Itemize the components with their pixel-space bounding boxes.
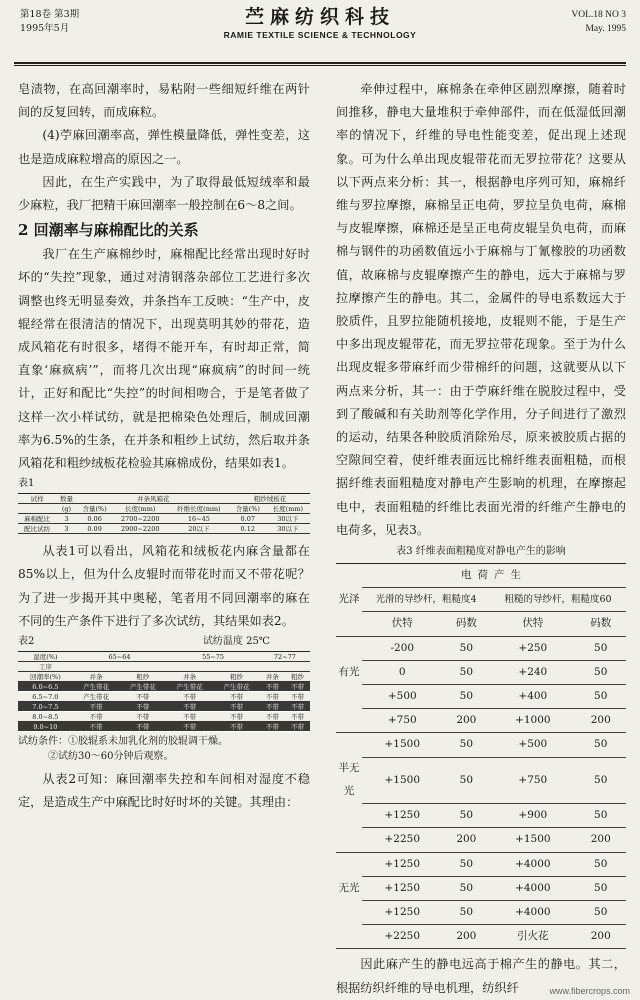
table1-caption: 表1 bbox=[18, 478, 35, 490]
table-cell: 不带 bbox=[260, 702, 285, 712]
table-cell: 2900~2200 bbox=[113, 524, 168, 534]
table-cell: 不带 bbox=[213, 712, 260, 722]
table-row bbox=[18, 722, 310, 732]
paragraph: 从表2可知：麻回潮率失控和车间相对湿度不稳定，是造成生产中麻配比时好时坏的关键。其理由： bbox=[18, 772, 310, 810]
table-cell: 200 bbox=[575, 925, 626, 949]
table-cell: 光泽 bbox=[338, 593, 360, 606]
table-cell: 纤维长度(mm) bbox=[168, 504, 230, 514]
table-cell: 产生带花 bbox=[73, 692, 120, 702]
journal-title-en: RAMIE TEXTILE SCIENCE & TECHNOLOGY bbox=[223, 30, 417, 40]
left-column bbox=[18, 78, 310, 814]
table-cell: 不带 bbox=[260, 712, 285, 722]
table-cell: 伏特 bbox=[490, 612, 575, 636]
table-cell: 伏特 bbox=[362, 612, 443, 636]
table-cell: +4000 bbox=[490, 876, 575, 900]
table-cell: 麻棉配比 bbox=[18, 514, 56, 524]
table-cell: 0 bbox=[362, 660, 443, 684]
table-cell: +1250 bbox=[362, 900, 443, 924]
table-group-label: 无光 bbox=[338, 881, 360, 894]
paragraph: 从表1可以看出，风箱花和绒板花内麻含量都在85%以上，但为什么皮辊时而带花时而又不带花呢？为了进一步揭开其中奥秘，笔者用不同回潮率的麻在不同的生产条件下进行了多次试纺，其结果如表2。 bbox=[18, 544, 310, 628]
table-2 bbox=[18, 651, 310, 732]
table-row bbox=[336, 804, 626, 828]
table-cell: 50 bbox=[575, 900, 626, 924]
table-cell: 产生带花 bbox=[213, 682, 260, 692]
table-group-label bbox=[336, 900, 362, 924]
paragraph: 因此，在生产实践中，为了取得最低短绒率和最少麻粒，我厂把精干麻回潮率一般控制在6～8之间。 bbox=[18, 174, 310, 213]
table-cell: 粗纱 bbox=[213, 672, 260, 682]
table2-note-2: ②试纺30～60分钟后观察。 bbox=[48, 751, 174, 763]
table-group-label bbox=[336, 636, 362, 660]
table-cell: 50 bbox=[443, 852, 491, 876]
table-cell: 3 bbox=[56, 514, 76, 524]
table-row bbox=[336, 900, 626, 924]
table-cell: +1250 bbox=[362, 876, 443, 900]
table-cell: 2700~2200 bbox=[113, 514, 168, 524]
table2-caption: 表2 bbox=[18, 636, 35, 648]
table-cell: +4000 bbox=[490, 900, 575, 924]
table-cell: 0.07 bbox=[230, 514, 266, 524]
paragraph: (4)苧麻回潮率高，弹性模量降低，弹性变差，这也是造成麻粒增高的原因之一。 bbox=[18, 128, 310, 166]
table-cell: 50 bbox=[443, 733, 491, 757]
table-cell: 65~64 bbox=[73, 652, 167, 662]
table-row bbox=[336, 828, 626, 852]
table-cell: 不带 bbox=[260, 722, 285, 732]
table-cell: +2250 bbox=[362, 828, 443, 852]
table-cell: 不带 bbox=[285, 692, 310, 702]
table-row bbox=[18, 682, 310, 692]
table-row bbox=[336, 925, 626, 949]
table-cell: 不带 bbox=[260, 682, 285, 692]
table-cell: 不带 bbox=[213, 722, 260, 732]
table-cell: +750 bbox=[490, 757, 575, 803]
watermark: www.fibercrops.com bbox=[549, 986, 630, 996]
table-cell: 长度(mm) bbox=[113, 504, 168, 514]
table-cell: +4000 bbox=[490, 852, 575, 876]
table-row bbox=[18, 702, 310, 712]
header-center bbox=[150, 6, 490, 42]
table-cell: 不带 bbox=[260, 692, 285, 702]
table3-caption: 表3 纤维表面粗糙度对静电产生的影响 bbox=[396, 546, 566, 558]
table-group-label bbox=[336, 685, 362, 709]
table-row bbox=[336, 733, 626, 757]
table-cell: 不带 bbox=[285, 702, 310, 712]
table-cell: 200 bbox=[443, 925, 491, 949]
table-cell: 50 bbox=[575, 733, 626, 757]
header-left bbox=[20, 8, 79, 36]
table-row bbox=[18, 692, 310, 702]
table-cell: 55~75 bbox=[166, 652, 260, 662]
table-cell: 不带 bbox=[120, 692, 167, 702]
table-cell: 并条风箱花 bbox=[77, 494, 230, 504]
table-cell: 50 bbox=[575, 636, 626, 660]
table-cell: 200 bbox=[575, 828, 626, 852]
table-cell: 不带 bbox=[213, 692, 260, 702]
table-cell: 码数 bbox=[575, 612, 626, 636]
table-cell: 光滑的导纱杆，粗糙度4 bbox=[362, 588, 490, 612]
table-cell: +1500 bbox=[362, 733, 443, 757]
paragraph: 牵伸过程中，麻棉条在牵伸区剧烈摩擦，随着时间推移，静电大量堆积于牵伸部件，而在低湿低回潮率的情况下，纤维的导电性能变差，促出现上述现象。可为什么单出现皮辊带花而无罗拉带花？这要从以下两点来分析：其一，根据静电序列可知，麻棉纤维与罗拉摩擦，麻棉呈正电荷，罗拉呈负电荷，麻棉与皮辊摩擦，麻棉还是呈正电荷皮辊呈负电荷，而麻棉与钢件的功函数值远小于麻棉与丁氰橡胶的功函数值，故麻棉与皮辊摩擦产生的静电，远大于麻棉与罗拉摩擦产生的静电。其二，金属件的导电系数远大于胶质件，且罗拉能随机接地，皮辊则不能，于是生产中多出现皮辊带花，而无罗拉带花现象。至于为什么出现皮辊多带麻纤而少带棉纤的问题，这就要从以下两点来分析，其一：由于苧麻纤维在脱胶过程中，受到了酸碱和有关助剂等化学作用，分子间进行了激烈的运动，结果各种胶质消除殆尽，原来被胶质占据的空隙间空着，使纤维表面远比棉纤维表面粗糙，而根据纤维表面粗糙度对静电产生影响的机理，在摩擦起电中，表面粗糙的纤维比表面光滑的纤维产生静电的电荷多，见表3。 bbox=[336, 82, 626, 537]
table-cell bbox=[18, 504, 56, 514]
date-cn: 1995年5月 bbox=[20, 23, 70, 34]
table-cell: 30以下 bbox=[266, 514, 310, 524]
table-cell: -200 bbox=[362, 636, 443, 660]
table-cell: 不带 bbox=[285, 712, 310, 722]
table-cell: 不带 bbox=[166, 702, 213, 712]
table-cell: 不带 bbox=[285, 682, 310, 692]
table-cell: 50 bbox=[443, 660, 491, 684]
table-cell: 产生带花 bbox=[120, 682, 167, 692]
table-cell bbox=[336, 612, 362, 636]
table-cell: 并条 bbox=[260, 672, 285, 682]
table-row bbox=[336, 660, 626, 684]
table-cell: 50 bbox=[575, 804, 626, 828]
table-1 bbox=[18, 493, 310, 534]
table-row bbox=[336, 685, 626, 709]
table-cell: 50 bbox=[575, 685, 626, 709]
table-cell: 6.0~6.5 bbox=[18, 682, 73, 692]
table-cell: 30以下 bbox=[266, 524, 310, 534]
volume-cn: 第18卷 第3期 bbox=[20, 9, 80, 20]
table-cell: 不带 bbox=[73, 712, 120, 722]
table-cell: 不带 bbox=[166, 722, 213, 732]
table-cell: 并条 bbox=[73, 672, 120, 682]
table-cell: 0.06 bbox=[77, 514, 113, 524]
table-cell: 50 bbox=[443, 876, 491, 900]
table-row bbox=[336, 757, 626, 803]
table-row bbox=[336, 852, 626, 876]
table-cell: 50 bbox=[575, 757, 626, 803]
table-cell: 50 bbox=[443, 900, 491, 924]
date-en: May. 1995 bbox=[585, 24, 626, 34]
table-cell: 50 bbox=[443, 636, 491, 660]
table-cell: 200 bbox=[443, 828, 491, 852]
table-cell: +750 bbox=[362, 709, 443, 733]
table-cell: 粗纱绒板花 bbox=[230, 494, 310, 504]
header-rule bbox=[14, 62, 626, 64]
header-rule-thin bbox=[14, 65, 626, 66]
table-cell: 不带 bbox=[120, 712, 167, 722]
table-cell: 数量 bbox=[56, 494, 76, 504]
section-heading: 2 回潮率与麻棉配比的关系 bbox=[18, 221, 199, 240]
table-cell: +900 bbox=[490, 804, 575, 828]
table-cell: 不带 bbox=[73, 702, 120, 712]
table-cell: +250 bbox=[490, 636, 575, 660]
table-cell: 含量(%) bbox=[230, 504, 266, 514]
table-cell: +1250 bbox=[362, 804, 443, 828]
table-cell: 7.0~7.5 bbox=[18, 702, 73, 712]
table-row bbox=[336, 876, 626, 900]
table-cell: 不带 bbox=[73, 722, 120, 732]
table-group-label bbox=[336, 925, 362, 949]
table-cell: 不带 bbox=[120, 722, 167, 732]
paragraph: 我厂在生产麻棉纱时，麻棉配比经常出现时好时坏的“失控”现象，通过对清钢落杂部位工艺进行多次调整也终无明显奏效，并条挡车工反映：“生产中，皮辊经常在很清洁的情况下，出现莫明其妙的带花，造成风箱花有时很多，堵得不能开车，有时却正常，简直象‘麻疯病’”，而将几次出现“麻疯病”的时间一统计，正好和配比“失控”的时间相吻合，于是笔者做了这样一次小样试纺，就是把棉染色处理后，制成回潮率为6.5%的生条，在并条和粗纱上试纺，然后取并条风箱花和粗纱绒板花检验其麻棉成份，结果如表1。 bbox=[18, 247, 310, 471]
table-cell: 50 bbox=[443, 804, 491, 828]
table-cell: +240 bbox=[490, 660, 575, 684]
table-group-label bbox=[336, 852, 362, 876]
table-cell: 16~45 bbox=[168, 514, 230, 524]
table-3 bbox=[336, 563, 626, 949]
table-cell: 0.09 bbox=[77, 524, 113, 534]
table-cell: 粗糙的导纱杆，粗糙度60 bbox=[490, 588, 626, 612]
table-cell: 0.12 bbox=[230, 524, 266, 534]
table-cell: 不带 bbox=[285, 722, 310, 732]
table-cell: +2250 bbox=[362, 925, 443, 949]
table-cell: +500 bbox=[362, 685, 443, 709]
table-cell: 200 bbox=[443, 709, 491, 733]
table-cell bbox=[336, 564, 362, 588]
table-group-label: 半无光 bbox=[338, 762, 360, 798]
table2-caption-row bbox=[18, 635, 310, 649]
journal-title-cn: 苎麻纺织科技 bbox=[244, 6, 395, 28]
table-cell: 回潮率(%) bbox=[18, 672, 73, 682]
table-cell: 不带 bbox=[213, 702, 260, 712]
table-cell: +500 bbox=[490, 733, 575, 757]
volume-en: VOL.18 NO 3 bbox=[571, 10, 626, 20]
table-cell: 粗纱 bbox=[120, 672, 167, 682]
table-cell: 并条 bbox=[166, 672, 213, 682]
header-right bbox=[571, 8, 626, 36]
table-cell: (g) bbox=[56, 504, 76, 514]
table-row bbox=[18, 524, 310, 534]
table-cell: 不带 bbox=[120, 702, 167, 712]
table-cell: 20以下 bbox=[168, 524, 230, 534]
right-column bbox=[336, 78, 626, 1000]
table-cell: 200 bbox=[575, 709, 626, 733]
table-cell: +400 bbox=[490, 685, 575, 709]
table-cell: 产生带花 bbox=[166, 682, 213, 692]
table-cell: +1500 bbox=[362, 757, 443, 803]
table-cell: 电荷产生 bbox=[362, 564, 626, 588]
table2-note-1: 试纺条件：①胶辊系未加乳化剂的胶辊调干燥。 bbox=[18, 736, 228, 748]
table-cell: 试样 bbox=[18, 494, 56, 504]
table-row bbox=[336, 636, 626, 660]
table-cell: 50 bbox=[575, 876, 626, 900]
table-cell: 产生带花 bbox=[73, 682, 120, 692]
table-cell: 8.0~8.5 bbox=[18, 712, 73, 722]
table-cell: 含量(%) bbox=[77, 504, 113, 514]
table-cell: 9.0~10 bbox=[18, 722, 73, 732]
table-cell: 50 bbox=[443, 757, 491, 803]
table-row bbox=[336, 709, 626, 733]
table-cell: 不带 bbox=[166, 692, 213, 702]
table-cell: 粗纱 bbox=[285, 672, 310, 682]
table-cell: +1250 bbox=[362, 852, 443, 876]
table-cell: 50 bbox=[575, 660, 626, 684]
table-row bbox=[18, 514, 310, 524]
table-cell: 码数 bbox=[443, 612, 491, 636]
table-cell: 50 bbox=[575, 852, 626, 876]
table-cell: 引火花 bbox=[490, 925, 575, 949]
table-group-label: 有光 bbox=[338, 665, 360, 678]
paragraph: 因此麻产生的静电远高于棉产生的静电。其二，根据纺织纤维的导电机理，纺织纤 bbox=[336, 957, 626, 995]
table-group-label bbox=[336, 709, 362, 733]
paragraph: 皂渍物，在高回潮率时，易粘附一些细短纤维在两针间的反复回转，而成麻粒。 bbox=[18, 82, 310, 120]
table-cell: 6.5~7.0 bbox=[18, 692, 73, 702]
table-cell: 湿度(%) bbox=[18, 652, 73, 662]
table-group-label bbox=[336, 733, 362, 757]
table2-temperature: 试纺温度 25℃ bbox=[202, 636, 270, 648]
table-cell: +1500 bbox=[490, 828, 575, 852]
table-group-label bbox=[336, 804, 362, 828]
table-cell: 不带 bbox=[166, 712, 213, 722]
table-cell: 3 bbox=[56, 524, 76, 534]
table-cell: 72~77 bbox=[260, 652, 310, 662]
table-cell: 配比试纺 bbox=[18, 524, 56, 534]
table-cell: 工序 bbox=[18, 662, 73, 672]
table-row bbox=[18, 712, 310, 722]
table-cell: +1000 bbox=[490, 709, 575, 733]
table-cell: 50 bbox=[443, 685, 491, 709]
table-cell: 长度(mm) bbox=[266, 504, 310, 514]
table-cell bbox=[73, 662, 310, 672]
table-group-label bbox=[336, 828, 362, 852]
